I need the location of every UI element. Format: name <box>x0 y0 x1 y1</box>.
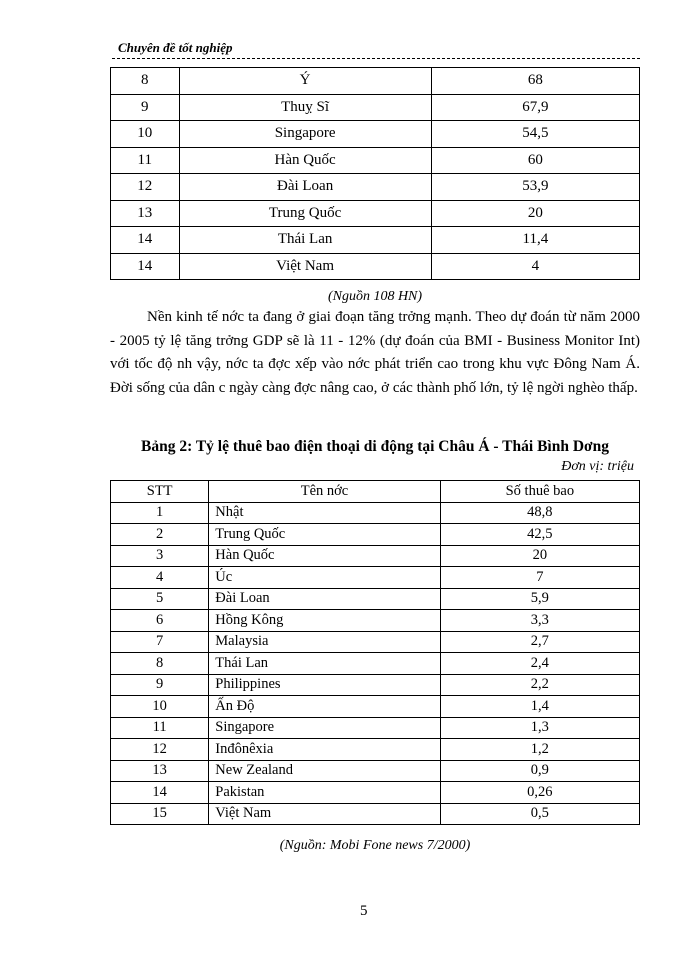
country-name-cell: Pakistan <box>209 782 440 804</box>
country-name-cell: Singapore <box>179 121 431 148</box>
table-row <box>111 739 640 761</box>
value-cell: 2,2 <box>440 674 639 696</box>
row-number-cell: 10 <box>111 696 209 718</box>
value-cell: 53,9 <box>431 174 639 201</box>
value-cell: 67,9 <box>431 94 639 121</box>
table-header-row <box>111 481 640 503</box>
value-cell: 1,2 <box>440 739 639 761</box>
table-row <box>111 610 640 632</box>
country-name-cell: Ấn Độ <box>209 696 440 718</box>
value-cell: 60 <box>431 147 639 174</box>
table-row <box>111 588 640 610</box>
table1-source: (Nguồn 108 HN) <box>327 289 423 304</box>
page-number: 5 <box>360 903 368 919</box>
row-number-cell: 1 <box>111 502 209 524</box>
country-name-cell: Việt Nam <box>179 253 431 280</box>
country-name-cell: Thái Lan <box>209 653 440 675</box>
table-row <box>111 696 640 718</box>
value-cell: 2,7 <box>440 631 639 653</box>
country-name-cell: New Zealand <box>209 760 440 782</box>
row-number-cell: 9 <box>111 674 209 696</box>
country-name-cell: Trung Quốc <box>209 524 440 546</box>
paragraph-text: Nền kinh tế nớc ta đang ở giai đoạn tăng trởng mạnh. Theo dự đoán từ năm 2000 - 2005 tỷ lệ tăng trởng GDP sẽ là 11 - 12% (dự đoán của BMI - Business Monitor Int) với tốc độ nh vậy, nớc ta đợc xếp vào nớc phát triển cao trong khu vực Đông Nam Á. Đời sống của dân c ngày càng đợc nâng cao, ở các thành phố lớn, tỷ lệ ngời nghèo thấp. <box>110 309 640 396</box>
row-number-cell: 14 <box>111 227 180 254</box>
table-row <box>111 545 640 567</box>
country-name-cell: Ý <box>179 68 431 95</box>
table-row <box>111 253 640 280</box>
header-title: Chuyên đề tốt nghiệp <box>118 40 233 55</box>
row-number-cell: 4 <box>111 567 209 589</box>
table-row <box>111 567 640 589</box>
table-row <box>111 631 640 653</box>
country-name-cell: Hàn Quốc <box>179 147 431 174</box>
row-number-cell: 8 <box>111 68 180 95</box>
value-cell: 1,3 <box>440 717 639 739</box>
value-cell: 68 <box>431 68 639 95</box>
table-row <box>111 174 640 201</box>
country-name-cell: Inđônêxia <box>209 739 440 761</box>
row-number-cell: 7 <box>111 631 209 653</box>
value-cell: 48,8 <box>440 502 639 524</box>
country-name-cell: Philippines <box>209 674 440 696</box>
row-number-cell: 14 <box>111 782 209 804</box>
value-cell: 2,4 <box>440 653 639 675</box>
value-cell: 7 <box>440 567 639 589</box>
value-cell: 5,9 <box>440 588 639 610</box>
row-number-cell: 8 <box>111 653 209 675</box>
row-number-cell: 5 <box>111 588 209 610</box>
table2-title: Bảng 2: Tỷ lệ thuê bao điện thoại di động tại Châu Á - Thái Bình Dơng <box>141 438 609 455</box>
table-row <box>111 760 640 782</box>
country-name-cell: Hàn Quốc <box>209 545 440 567</box>
table-row <box>111 121 640 148</box>
country-name-cell: Nhật <box>209 502 440 524</box>
row-number-cell: 13 <box>111 760 209 782</box>
country-name-cell: Đài Loan <box>209 588 440 610</box>
table2-source: (Nguồn: Mobi Fone news 7/2000) <box>279 838 471 853</box>
table-row <box>111 717 640 739</box>
row-number-cell: 2 <box>111 524 209 546</box>
country-name-cell: Việt Nam <box>209 803 440 825</box>
row-number-cell: 15 <box>111 803 209 825</box>
mobile-subscribers-table <box>110 480 640 825</box>
table-row <box>111 68 640 95</box>
value-cell: 20 <box>431 200 639 227</box>
body-paragraph <box>110 306 640 400</box>
country-name-cell: Malaysia <box>209 631 440 653</box>
country-name-cell: Singapore <box>209 717 440 739</box>
header-cell-stt: STT <box>111 481 209 503</box>
country-name-cell: Đài Loan <box>179 174 431 201</box>
table-row <box>111 147 640 174</box>
table-row <box>111 94 640 121</box>
value-cell: 42,5 <box>440 524 639 546</box>
header-cell-subscribers: Số thuê bao <box>440 481 639 503</box>
value-cell: 0,26 <box>440 782 639 804</box>
country-table-continued <box>110 67 640 280</box>
country-name-cell: Trung Quốc <box>179 200 431 227</box>
table-row <box>111 674 640 696</box>
row-number-cell: 11 <box>111 717 209 739</box>
value-cell: 4 <box>431 253 639 280</box>
country-name-cell: Thuỵ Sĩ <box>179 94 431 121</box>
value-cell: 0,5 <box>440 803 639 825</box>
row-number-cell: 3 <box>111 545 209 567</box>
row-number-cell: 10 <box>111 121 180 148</box>
value-cell: 11,4 <box>431 227 639 254</box>
row-number-cell: 12 <box>111 174 180 201</box>
country-name-cell: Hồng Kông <box>209 610 440 632</box>
table-row <box>111 227 640 254</box>
value-cell: 1,4 <box>440 696 639 718</box>
row-number-cell: 11 <box>111 147 180 174</box>
row-number-cell: 9 <box>111 94 180 121</box>
value-cell: 0,9 <box>440 760 639 782</box>
row-number-cell: 13 <box>111 200 180 227</box>
country-name-cell: Úc <box>209 567 440 589</box>
value-cell: 3,3 <box>440 610 639 632</box>
table-row <box>111 200 640 227</box>
country-name-cell: Thái Lan <box>179 227 431 254</box>
value-cell: 54,5 <box>431 121 639 148</box>
row-number-cell: 14 <box>111 253 180 280</box>
row-number-cell: 6 <box>111 610 209 632</box>
table-row <box>111 803 640 825</box>
table-row <box>111 524 640 546</box>
table-row <box>111 653 640 675</box>
header-cell-country: Tên nớc <box>209 481 440 503</box>
row-number-cell: 12 <box>111 739 209 761</box>
page-header <box>112 40 640 59</box>
table2-unit: Đơn vị: triệu <box>561 459 634 474</box>
table-row <box>111 502 640 524</box>
value-cell: 20 <box>440 545 639 567</box>
table-row <box>111 782 640 804</box>
